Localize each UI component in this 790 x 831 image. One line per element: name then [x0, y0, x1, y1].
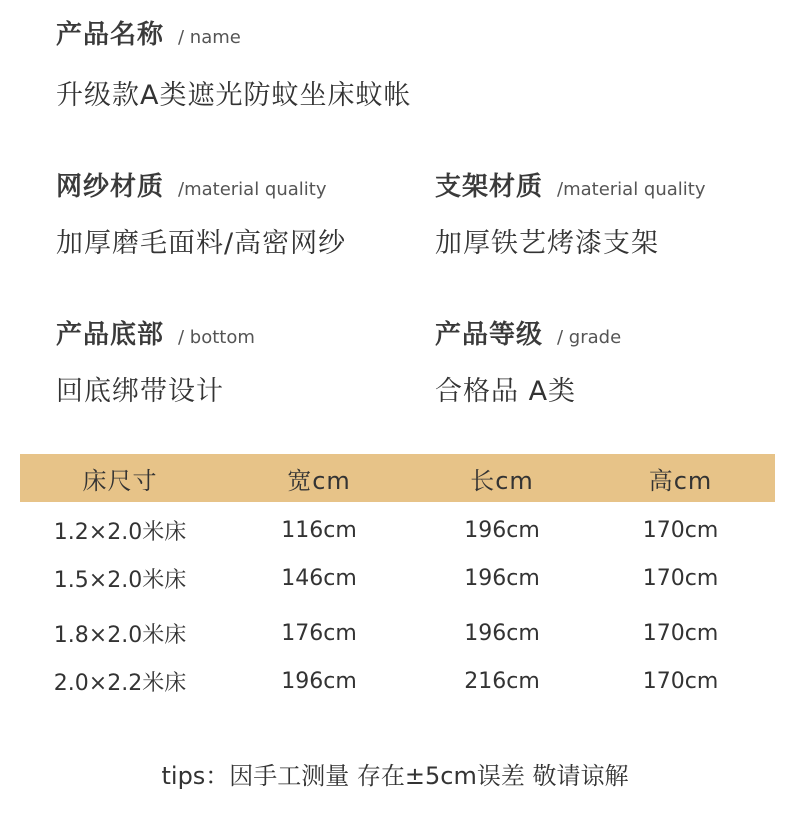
spec-value: 加厚铁艺烤漆支架: [435, 228, 659, 259]
cell-bed-size: 2.0×2.2米床: [53, 670, 187, 696]
cell-length: 196cm: [464, 517, 540, 543]
cell-height: 170cm: [642, 565, 719, 591]
spec-label: 产品底部: [56, 320, 165, 350]
cell-width: 116cm: [281, 517, 357, 543]
spec-label-row: [435, 166, 706, 203]
spec-mesh-material: [56, 166, 346, 260]
spec-label-row: [56, 314, 255, 351]
spec-label-row: [435, 314, 621, 351]
spec-label: 产品等级: [435, 320, 544, 350]
spec-label-en: /material quality: [557, 179, 706, 200]
spec-value: 加厚磨毛面料/高密网纱: [56, 228, 347, 259]
size-table-header: [20, 454, 775, 502]
spec-value: 合格品 A类: [435, 376, 577, 407]
spec-product-name: [56, 14, 411, 112]
spec-label-en: / name: [178, 27, 241, 48]
header-width: 宽cm: [287, 466, 351, 495]
cell-width: 146cm: [281, 565, 357, 591]
spec-label: 产品名称: [56, 20, 165, 50]
cell-bed-size: 1.5×2.0米床: [53, 567, 187, 593]
spec-label-en: /material quality: [178, 179, 327, 200]
spec-label-row: [56, 14, 411, 51]
spec-frame-material: [435, 166, 706, 260]
cell-length: 196cm: [464, 565, 540, 591]
header-length: 长cm: [470, 466, 534, 495]
cell-length: 216cm: [464, 668, 540, 694]
cell-height: 170cm: [642, 668, 719, 694]
header-height: 高cm: [648, 466, 713, 495]
spec-value: 回底绑带设计: [56, 376, 224, 407]
table-row: [20, 657, 775, 705]
cell-width: 196cm: [281, 668, 357, 694]
spec-label-en: / bottom: [178, 327, 255, 348]
cell-bed-size: 1.8×2.0米床: [53, 622, 187, 648]
spec-value: 升级款A类遮光防蚊坐床蚊帐: [56, 80, 412, 111]
cell-length: 196cm: [464, 620, 540, 646]
cell-height: 170cm: [642, 620, 719, 646]
cell-bed-size: 1.2×2.0米床: [53, 519, 187, 545]
header-bed-size: 床尺寸: [82, 466, 158, 495]
size-table: [20, 454, 775, 705]
table-row: [20, 554, 775, 602]
table-row: [20, 506, 775, 554]
spec-label: 支架材质: [435, 172, 544, 202]
spec-label-en: / grade: [557, 327, 622, 348]
spec-label-row: [56, 166, 346, 203]
table-row: [20, 609, 775, 657]
cell-height: 170cm: [642, 517, 719, 543]
spec-label: 网纱材质: [56, 172, 165, 202]
spec-bottom: [56, 314, 255, 408]
spec-grade: [435, 314, 621, 408]
tips-note: tips：因手工测量 存在±5cm误差 敬请谅解: [161, 762, 629, 790]
cell-width: 176cm: [281, 620, 357, 646]
